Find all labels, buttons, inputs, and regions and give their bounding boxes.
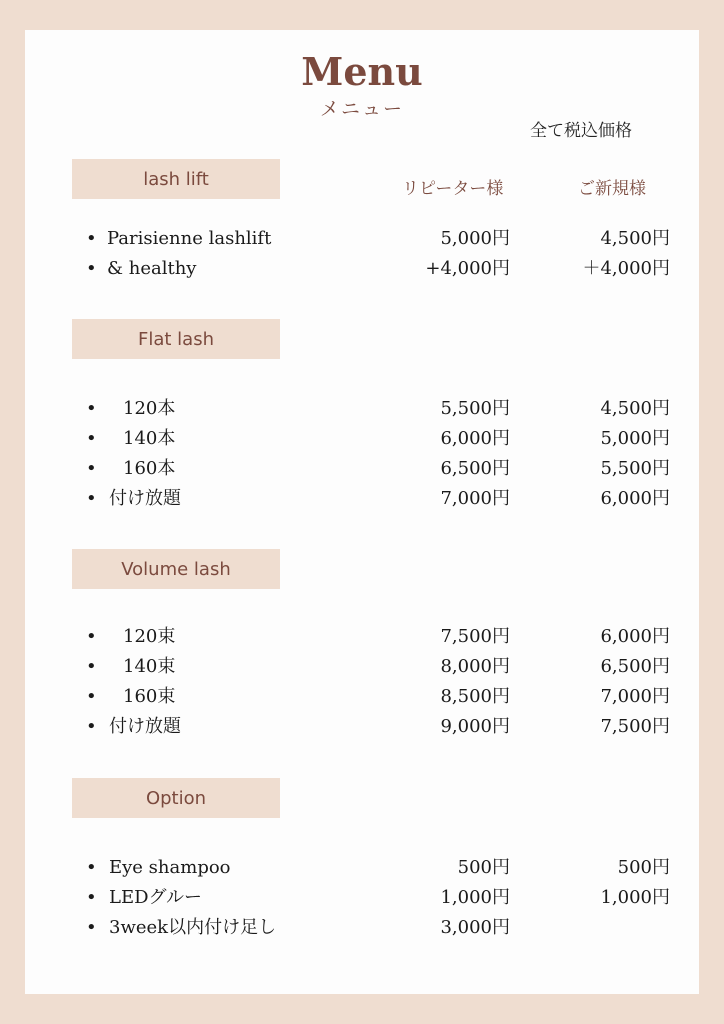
price-new: 4,500円 bbox=[600, 398, 670, 419]
menu-row bbox=[0, 883, 724, 913]
menu-row bbox=[0, 853, 724, 883]
item-name: 140本 bbox=[123, 428, 176, 449]
price-new: 5,500円 bbox=[600, 458, 670, 479]
bullet-icon: • bbox=[86, 656, 97, 677]
section-label-lash-lift: lash lift bbox=[72, 159, 280, 199]
price-repeater: 5,000円 bbox=[440, 228, 510, 249]
bullet-icon: • bbox=[86, 428, 97, 449]
menu-row bbox=[0, 622, 724, 652]
bullet-icon: • bbox=[86, 488, 97, 509]
price-new: 6,500円 bbox=[600, 656, 670, 677]
bullet-icon: • bbox=[86, 716, 97, 737]
price-new: 5,000円 bbox=[600, 428, 670, 449]
section-label-option: Option bbox=[72, 778, 280, 818]
price-new: 6,000円 bbox=[600, 626, 670, 647]
price-new: 4,500円 bbox=[600, 228, 670, 249]
price-new: 6,000円 bbox=[600, 488, 670, 509]
price-new: 500円 bbox=[617, 857, 670, 878]
price-new: 7,000円 bbox=[600, 686, 670, 707]
column-header-new: ご新規様 bbox=[578, 179, 646, 199]
menu-row bbox=[0, 454, 724, 484]
menu-subtitle: メニュー bbox=[319, 98, 404, 120]
item-name: 140束 bbox=[123, 656, 176, 677]
bullet-icon: • bbox=[86, 626, 97, 647]
bullet-icon: • bbox=[86, 228, 97, 249]
item-name: 160本 bbox=[123, 458, 176, 479]
price-repeater: 6,500円 bbox=[440, 458, 510, 479]
bullet-icon: • bbox=[86, 857, 97, 878]
bullet-icon: • bbox=[86, 458, 97, 479]
menu-row bbox=[0, 484, 724, 514]
column-header-repeater: リピーター様 bbox=[402, 179, 504, 199]
menu-row bbox=[0, 254, 724, 284]
price-repeater: 5,500円 bbox=[440, 398, 510, 419]
item-name: 3week以内付け足し bbox=[109, 917, 277, 938]
price-repeater: 1,000円 bbox=[440, 887, 510, 908]
bullet-icon: • bbox=[86, 258, 97, 279]
item-name: Eye shampoo bbox=[109, 857, 231, 878]
menu-row bbox=[0, 224, 724, 254]
menu-row bbox=[0, 913, 724, 943]
price-repeater: 6,000円 bbox=[440, 428, 510, 449]
item-name: & healthy bbox=[107, 258, 197, 279]
price-new: ＋4,000円 bbox=[582, 258, 670, 279]
menu-title: Menu bbox=[301, 49, 423, 94]
price-repeater: 7,500円 bbox=[440, 626, 510, 647]
item-name: 160束 bbox=[123, 686, 176, 707]
bullet-icon: • bbox=[86, 887, 97, 908]
item-name: 付け放題 bbox=[109, 488, 181, 509]
menu-row bbox=[0, 682, 724, 712]
bullet-icon: • bbox=[86, 917, 97, 938]
menu-row bbox=[0, 394, 724, 424]
menu-row bbox=[0, 424, 724, 454]
bullet-icon: • bbox=[86, 398, 97, 419]
section-label-flat-lash: Flat lash bbox=[72, 319, 280, 359]
price-new: 7,500円 bbox=[600, 716, 670, 737]
bullet-icon: • bbox=[86, 686, 97, 707]
price-repeater: 9,000円 bbox=[440, 716, 510, 737]
item-name: 120束 bbox=[123, 626, 176, 647]
menu-row bbox=[0, 652, 724, 682]
item-name: Parisienne lashlift bbox=[107, 228, 272, 249]
price-repeater: +4,000円 bbox=[425, 258, 510, 279]
item-name: 付け放題 bbox=[109, 716, 181, 737]
item-name: LEDグルー bbox=[109, 887, 202, 908]
price-repeater: 500円 bbox=[457, 857, 510, 878]
price-repeater: 8,000円 bbox=[440, 656, 510, 677]
menu-row bbox=[0, 712, 724, 742]
price-repeater: 7,000円 bbox=[440, 488, 510, 509]
tax-included-note: 全て税込価格 bbox=[530, 121, 632, 141]
price-repeater: 3,000円 bbox=[440, 917, 510, 938]
price-new: 1,000円 bbox=[600, 887, 670, 908]
section-label-volume-lash: Volume lash bbox=[72, 549, 280, 589]
item-name: 120本 bbox=[123, 398, 176, 419]
price-repeater: 8,500円 bbox=[440, 686, 510, 707]
